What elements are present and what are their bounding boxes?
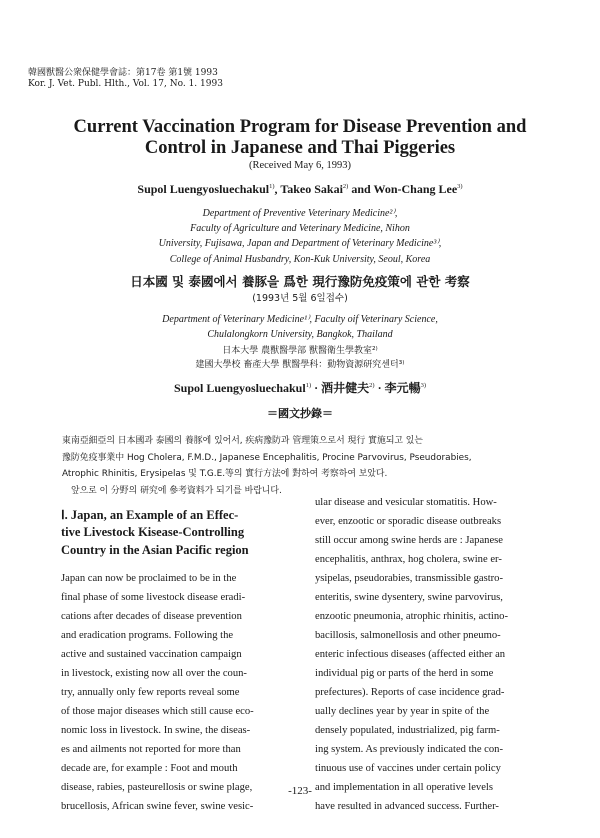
body-line: try, annually only few reports reveal some [61, 687, 240, 698]
body-line: nomic loss in livestock. In swine, the diseas- [61, 725, 251, 736]
author-name: 李元暢 [384, 381, 421, 395]
body-line: brucellosis, African swine fever, swine vesic- [61, 801, 254, 812]
author-name: Supol Luengyosluechakul [173, 381, 306, 395]
body-line: individual pig or parts of the herd in some [315, 668, 494, 679]
section-heading-line: tive Livestock Kisease-Controlling [61, 525, 245, 539]
body-line: in livestock, existing now all over the coun- [61, 668, 247, 679]
body-line: disease, rabies, pasteurellosis or swine plage, [61, 782, 253, 793]
author-name: 酒井健夫 [321, 381, 370, 395]
journal-citation-korean: 韓國獸醫公衆保健學會誌：第17卷 第1號 1993 [28, 68, 218, 78]
body-line: tinuous use of vaccines under certain policy [315, 763, 501, 774]
page-number: -123- [288, 785, 312, 797]
body-line: densely populated, industrialized, pig farm- [315, 725, 500, 736]
paper-title-line1: Current Vaccination Program for Disease Prevention and [73, 117, 527, 137]
korean-received-date: (1993년 5월 6일접수) [252, 293, 348, 304]
journal-citation-english: Kor. J. Vet. Publ. Hlth., Vol. 17, No. 1. 1993 [28, 79, 223, 89]
body-line: ysipelas, pseudorabies, transmissible gastro- [315, 573, 504, 584]
affiliation-line: 日本大學 農獸醫學部 獸醫衛生學教室²⁾ [222, 346, 378, 356]
body-line: encephalitis, anthrax, hog cholera, swine er- [315, 554, 502, 565]
abstract-line: 앞으로 이 分野의 研究에 參考資料가 되기를 바랍니다. [71, 485, 282, 496]
author-separator: and [348, 182, 374, 196]
section-heading-line: Country in the Asian Pacific region [61, 543, 249, 557]
affiliation-line: Chulalongkorn University, Bangkok, Thailand [207, 329, 393, 341]
author-affiliation-mark: 3) [420, 382, 427, 389]
abstract-line: 豫防免疫事業中 Hog Cholera, F.M.D., Japanese Encephalitis, Procine Parvovirus, Pseudorabies, [62, 452, 472, 463]
author-name: Supol Luengyosluechakul [137, 182, 270, 196]
affiliation-line: Department of Veterinary Medicine¹⁾, Faculty oif Veterinary Science, [162, 314, 438, 325]
received-date: (Received May 6, 1993) [248, 160, 352, 171]
korean-affiliation-block [0, 345, 600, 372]
affiliation-line: College of Animal Husbandry, Kon-Kuk University, Seoul, Korea [169, 253, 431, 265]
abstract-line: 東南亞細亞의 日本國과 泰國의 養豚에 있어서, 疾病豫防과 管理策으로서 現行 實施되고 있는 [62, 436, 423, 446]
body-line: enteric infectious diseases (affected either an [315, 649, 506, 660]
body-line: cations after decades of disease prevention [61, 611, 242, 622]
affiliation-line: Faculty of Agriculture and Veterinary Medicine, Nihon [190, 223, 410, 235]
body-line: still occur among swine herds are : Japanese [315, 535, 503, 546]
korean-title: 日本國 및 泰國에서 養豚을 爲한 現行豫防免疫策에 관한 考察 [130, 274, 470, 289]
affiliation-line: 建國大學校 畜產大學 獸醫學科：動物資源研究센터³⁾ [195, 359, 405, 370]
body-line: ing system. As previously indicated the con- [315, 744, 504, 755]
author-separator: · [311, 381, 322, 395]
author-separator: , [274, 182, 281, 196]
affiliation-line: University, Fujisawa, Japan and Department of Veterinary Medicine³⁾, [158, 238, 442, 250]
korean-affiliation-en-block [0, 312, 600, 342]
paper-title-line2: Control in Japanese and Thai Piggeries [144, 138, 456, 158]
author-affiliation-mark: 1) [305, 382, 312, 389]
body-line: enteritis, swine dysentery, swine parvovirus, [315, 592, 503, 603]
body-line: of those major diseases which still cause eco- [61, 706, 254, 717]
body-line: and eradication programs. Following the [61, 630, 234, 641]
affiliation-line: Department of Preventive Veterinary Medicine²⁾, [202, 208, 398, 219]
korean-author-list [0, 379, 600, 396]
affiliation-block [0, 206, 600, 267]
body-line: final phase of some livestock disease eradi- [61, 592, 246, 603]
section-heading-line: Ⅰ. Japan, an Example of an Effec- [61, 508, 239, 522]
author-list [0, 182, 600, 197]
author-affiliation-mark: 2) [342, 183, 349, 190]
body-line: decade are, for example : Foot and mouth [61, 763, 238, 774]
author-name: Won-Chang Lee [373, 182, 458, 196]
abstract-line: Atrophic Rhinitis, Erysipelas 및 T.G.E.等의 實行方法에 對하여 考察하여 보았다. [62, 469, 388, 479]
body-line: bacillosis, salmonellosis and other pneumo- [315, 630, 501, 641]
body-line: have resulted in advanced success. Further- [315, 801, 499, 812]
author-separator: · [374, 381, 385, 395]
paper-title [0, 117, 600, 159]
author-affiliation-mark: 1) [269, 183, 275, 190]
body-line: enzootic pneumonia, atrophic rhinitis, actino- [315, 611, 508, 622]
body-line: es and ailments not reported for more than [61, 744, 241, 755]
author-name: Takeo Sakai [280, 182, 343, 196]
author-affiliation-mark: 3) [457, 183, 463, 190]
korean-abstract [62, 433, 562, 499]
abstract-heading: ＝國文抄錄＝ [267, 407, 333, 420]
body-line: Japan can now be proclaimed to be in the [61, 573, 237, 584]
body-line: active and sustained vaccination campaign [61, 649, 242, 660]
body-line: ular disease and vesicular stomatitis. How- [315, 497, 497, 508]
journal-citation [28, 68, 223, 90]
body-line: ever, enzootic or sporadic disease outbreaks [315, 516, 502, 527]
body-line: and implementation in all operative levels [315, 782, 493, 793]
body-line: prefectures). Reports of case incidence grad- [315, 687, 505, 698]
author-affiliation-mark: 2) [369, 382, 375, 389]
body-line: ually declines year by year in spite of the [315, 706, 490, 717]
